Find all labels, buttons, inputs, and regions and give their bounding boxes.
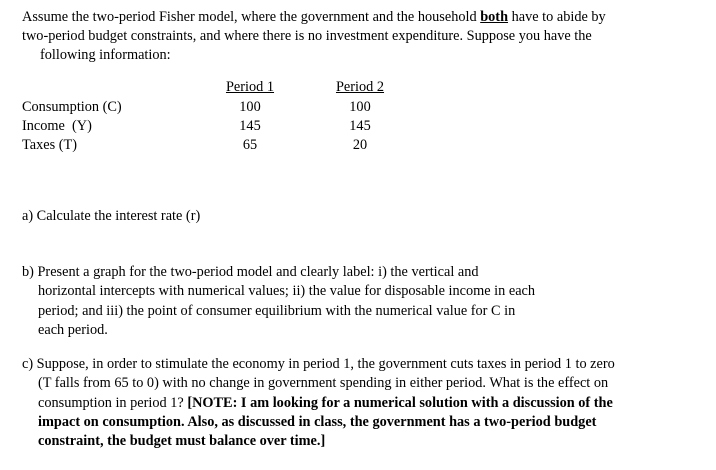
table-header-period1: Period 1 [225,79,275,95]
question-a [22,207,700,226]
income-period1: 145 [239,118,261,134]
intro-paragraph [22,8,694,65]
row-label-consumption: Consumption (C) [22,99,122,115]
question-b-line3: period; and iii) the point of consumer equilibrium with the numerical value for C in [38,302,516,319]
fisher-data-table [22,78,408,155]
question-b-line2: horizontal intercepts with numerical values; ii) the value for disposable income in each [38,283,536,300]
question-b-line4: each period. [38,321,108,338]
intro-line3: following information: [40,46,171,63]
table-header-period2: Period 2 [335,79,385,95]
question-b-line1: b) Present a graph for the two-period model and clearly label: i) the vertical and [22,264,479,280]
income-period2: 145 [349,118,371,134]
taxes-period1: 65 [242,137,258,153]
question-c-line1: c) Suppose, in order to stimulate the economy in period 1, the government cuts taxes in period 1 to zero [22,356,615,372]
table-row [22,136,408,155]
row-label-taxes: Taxes (T) [22,137,77,153]
table-header-row [22,78,408,98]
question-c-note-line3: constraint, the budget must balance over time.] [38,433,326,450]
cell-spacer [298,117,312,136]
table-header-blank [22,78,202,98]
question-c-line3 [38,394,700,413]
question-c-line3-pre: consumption in period 1? [38,394,188,411]
cell-spacer [298,136,312,155]
intro-emphasis-both: both [480,9,509,25]
table-row [22,98,408,117]
intro-line1-pre: Assume the two-period Fisher model, where the government and the household [22,9,481,25]
row-label-income: Income (Y) [22,118,92,134]
consumption-period1: 100 [239,99,261,115]
question-c-note-start: [NOTE: I am looking for a numerical solution with a discussion of the [187,394,613,411]
intro-line1-post: have to abide by [508,9,606,25]
question-a-text: a) Calculate the interest rate (r) [22,208,201,224]
question-c [22,355,700,451]
data-table-wrapper [22,78,422,155]
table-header-spacer [298,78,312,98]
intro-line2: two-period budget constraints, and where there is no investment expenditure. Suppose you have the [22,27,592,44]
table-row [22,117,408,136]
consumption-period2: 100 [349,99,371,115]
question-c-line2: (T falls from 65 to 0) with no change in government spending in either period. What is the effect on [38,375,609,392]
question-b [22,263,700,340]
question-c-note-line2: impact on consumption. Also, as discussed in class, the government has a two-period budget [38,413,597,430]
cell-spacer [298,98,312,117]
taxes-period2: 20 [352,137,368,153]
